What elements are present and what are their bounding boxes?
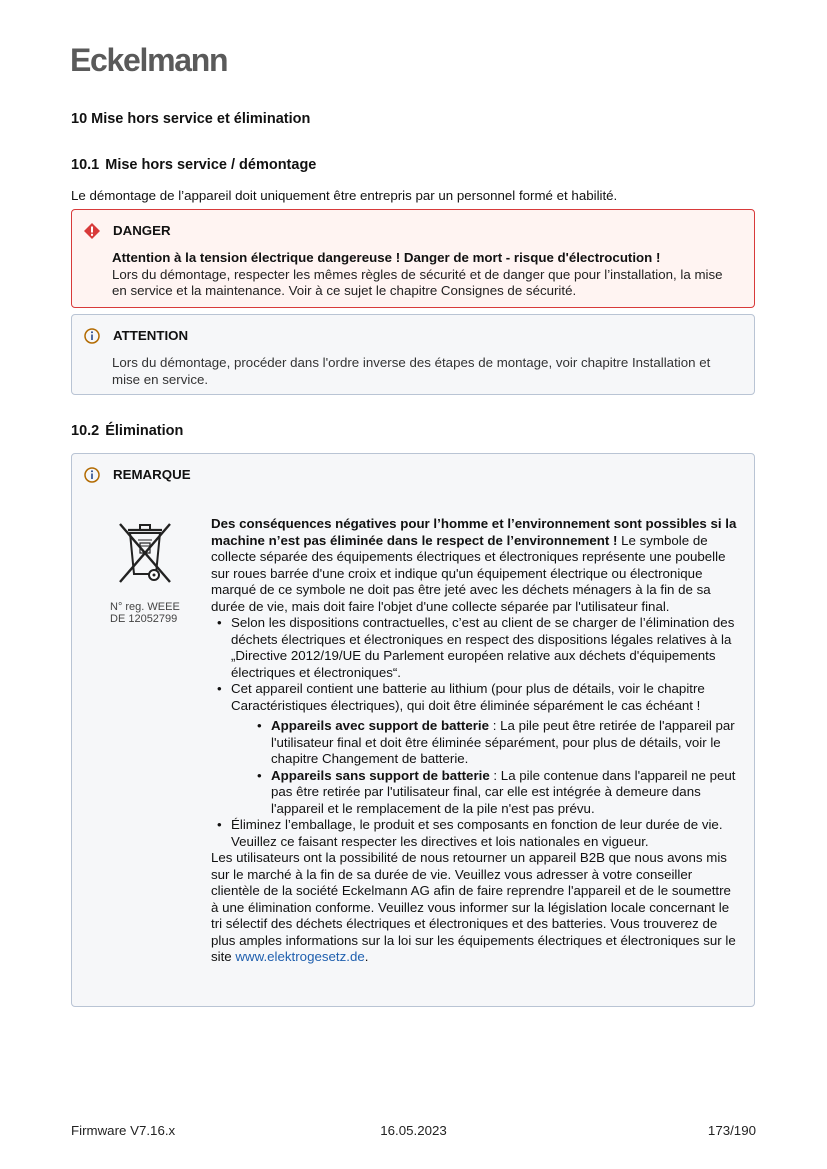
closing-text: Les utilisateurs ont la possibilité de nous retourner un appareil B2B que nous avons mis sur le marché à la fin de sa durée de vie. Veuillez vous adresser à votre conseiller clientèle de la société Eckelmann AG afin de faire reprendre l'appareil et de le soumettre à une élimination conforme. Veuillez vous informer sur la législation locale concernant le tri sélectif des déchets électriques et électroniques et des batteries. Vous trouverez de plus amples informations sur la loi sur les équipements électriques et électroniques sur le site bbox=[211, 850, 736, 964]
sub-item-text: : La pile contenue dans l'appareil ne peut pas être retirée par l'utilisateur final, car elle est intégrée à demeure dans l'appareil et le remplacement de la pile n'est pas prévu. bbox=[271, 767, 736, 816]
footer-firmware: Firmware V7.16.x bbox=[71, 1123, 176, 1138]
closing-end: . bbox=[364, 949, 369, 964]
danger-header bbox=[83, 222, 171, 240]
list-item: • Selon les dispositions contractuelles, c’est au client de se charger de l’élimination des déchets électriques et électroniques en respect des dispositions légales relatives à la „Directive 2012/19/UE du Parlement européen relative aux déchets d'équipements électriques et électroniques“. bbox=[211, 615, 740, 681]
weee-symbol-block bbox=[110, 516, 186, 626]
section-heading-10-1 bbox=[71, 157, 316, 174]
weee-caption-line2: DE 12052799 bbox=[110, 613, 178, 625]
info-circle-icon bbox=[83, 327, 101, 345]
sub-item-text: : La pile peut être retirée de l'appareil par l'utilisateur final et doit être éliminée séparément, pour plus de détails, voir le chapitre Changement de batterie. bbox=[271, 718, 735, 766]
elektrogesetz-link[interactable]: www.elektrogesetz.de bbox=[235, 949, 365, 964]
section-intro: Le démontage de l’appareil doit uniquement être entrepris par un personnel formé et habilité. bbox=[71, 188, 618, 203]
danger-notice bbox=[71, 209, 755, 308]
info-circle-icon bbox=[83, 466, 101, 484]
page-footer bbox=[71, 1123, 756, 1141]
footer-page-number: 173/190 bbox=[707, 1123, 756, 1138]
danger-text: Lors du démontage, respecter les mêmes règles de sécurité et de danger que pour l’installation, la mise en service et la maintenance. Voir à ce sujet le chapitre Consignes de sécurité. bbox=[112, 266, 723, 298]
sub-item-bold: Appareils sans support de batterie bbox=[271, 767, 490, 783]
remark-lead-bold: Des conséquences négatives pour l’homme et l’environnement sont possibles si la machine n’est pas éliminée dans le respect de l’environnement ! bbox=[211, 516, 737, 548]
crossed-out-wheelie-bin-icon bbox=[110, 516, 180, 588]
danger-label: DANGER bbox=[113, 222, 171, 238]
list-item: • Cet appareil contient une batterie au lithium (pour plus de détails, voir le chapitre Caractéristiques électriques), qui doit être éliminée séparément le cas échéant ! bbox=[211, 681, 740, 714]
section-number: 10.2 bbox=[71, 423, 100, 439]
section-heading-10-2 bbox=[71, 423, 183, 440]
remark-lead-text: Le symbole de collecte séparée des équipements électriques et électroniques représente une poubelle sur roues barrée d'une croix et indique qu'un équipement électrique ou électronique marqué de ce symbole ne doit pas être jeté avec les déchets ménagers à la fin de sa durée de vie, mais doit faire l'objet d'une collecte séparée par l'utilisateur final. bbox=[211, 532, 726, 614]
attention-body bbox=[112, 355, 740, 388]
weee-registration bbox=[110, 601, 186, 626]
section-title: Mise hors service / démontage bbox=[105, 157, 317, 173]
chapter-title: Mise hors service et élimination bbox=[91, 111, 311, 127]
footer-date: 16.05.2023 bbox=[380, 1123, 447, 1138]
remark-lead bbox=[211, 516, 740, 615]
danger-headline: Attention à la tension électrique dangereuse ! Danger de mort - risque d'électrocution ! bbox=[112, 250, 661, 265]
attention-notice bbox=[71, 314, 755, 395]
remark-label: REMARQUE bbox=[113, 466, 191, 482]
remark-body bbox=[211, 516, 740, 966]
sub-list-item bbox=[211, 718, 740, 768]
sub-list-item bbox=[211, 768, 740, 818]
chapter-heading bbox=[71, 111, 310, 128]
attention-header bbox=[83, 327, 188, 345]
remark-notice bbox=[71, 453, 755, 1007]
sub-item-bold: Appareils avec support de batterie bbox=[271, 718, 489, 733]
section-title: Élimination bbox=[105, 423, 184, 439]
danger-body bbox=[112, 250, 740, 300]
remark-header bbox=[83, 466, 191, 484]
section-number: 10.1 bbox=[71, 157, 100, 173]
remark-closing bbox=[211, 850, 740, 966]
chapter-number: 10 bbox=[71, 111, 88, 127]
danger-diamond-icon bbox=[83, 222, 101, 240]
list-item: • Éliminez l’emballage, le produit et ses composants en fonction de leur durée de vie. Veuillez ce faisant respecter les directives et lois nationales en vigueur. bbox=[211, 817, 740, 850]
attention-label: ATTENTION bbox=[113, 327, 189, 343]
attention-text: Lors du démontage, procéder dans l'ordre inverse des étapes de montage, voir chapitre Installation et mise en service. bbox=[112, 355, 711, 387]
company-logo: Eckelmann bbox=[70, 42, 228, 78]
weee-caption-line1: N° reg. WEEE bbox=[110, 600, 180, 613]
